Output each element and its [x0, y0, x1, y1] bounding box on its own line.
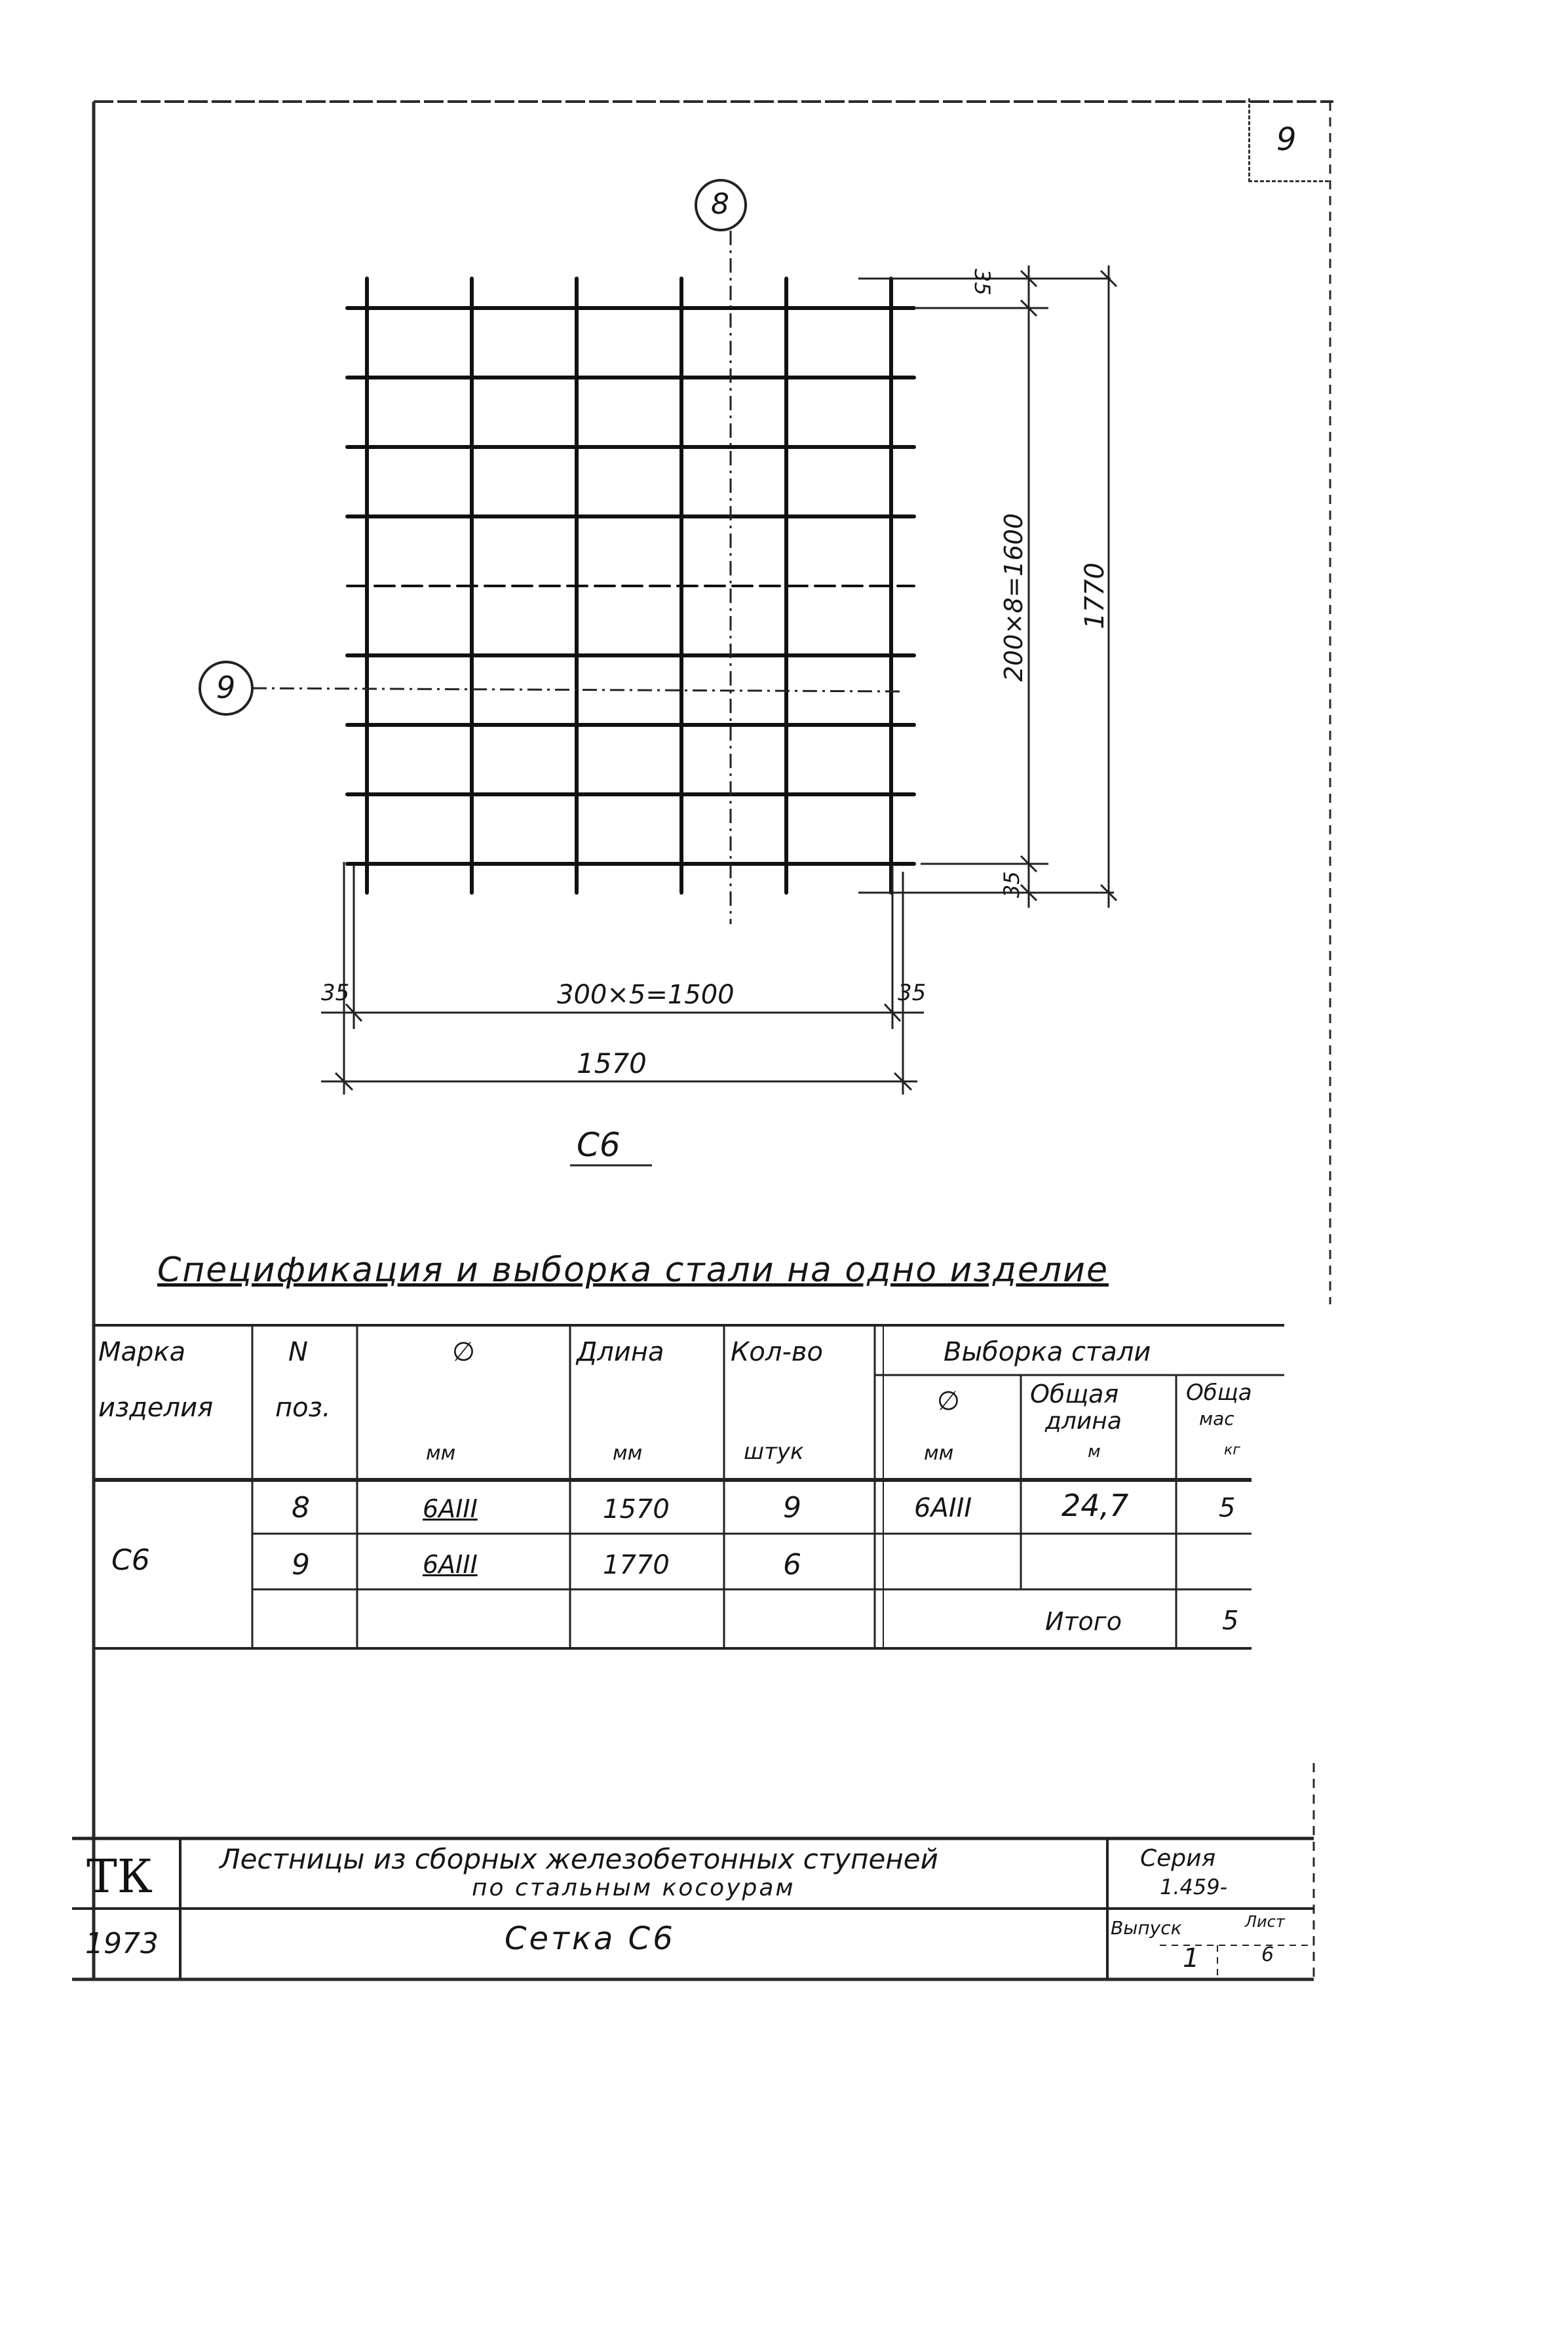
total-label: Итого [1045, 1607, 1122, 1636]
spec-mark: С6 [111, 1543, 150, 1577]
header-length-unit: мм [613, 1442, 643, 1465]
header-sel-mass-unit: кг [1224, 1442, 1240, 1458]
issue-label: Выпуск [1111, 1917, 1182, 1939]
callout-pos8 [696, 180, 746, 924]
title-line2: по стальным косоурам [472, 1874, 795, 1901]
sheet-name: Сетка С6 [505, 1920, 676, 1957]
header-sel-mass-line2: мас [1199, 1408, 1234, 1429]
mesh-grid [347, 279, 914, 893]
dim-horizontal-grid: 300×5=1500 [557, 980, 735, 1010]
dim-top-edge: 35 [970, 269, 995, 296]
sel-total-length: 24,7 [1061, 1488, 1129, 1523]
row2-pos: 9 [292, 1548, 310, 1582]
row2-length: 1770 [603, 1550, 670, 1580]
dim-vertical-total: 1770 [1080, 562, 1110, 629]
row1-qty: 9 [783, 1491, 801, 1524]
header-diam: ∅ [452, 1337, 475, 1367]
row1-length: 1570 [603, 1494, 670, 1524]
header-qty-unit: штук [744, 1439, 804, 1465]
dim-horizontal-total: 1570 [577, 1047, 647, 1079]
dim-bottom-edge: 35 [999, 871, 1024, 898]
header-sel-diam-unit: мм [924, 1442, 954, 1465]
sheet-value: 6 [1261, 1943, 1274, 1966]
series-value: 1.459- [1160, 1874, 1228, 1899]
dim-left-edge: 35 [321, 980, 350, 1006]
dim-vertical-grid: 200×8=1600 [999, 513, 1028, 682]
dim-right-edge: 35 [898, 980, 927, 1006]
series-label: Серия [1140, 1845, 1216, 1872]
header-sel-total-unit: м [1088, 1442, 1101, 1462]
callout-pos9-label: 9 [216, 670, 236, 705]
row1-diam: 6AIII [423, 1494, 478, 1523]
header-sel-diam: ∅ [937, 1386, 960, 1416]
year: 1973 [85, 1927, 159, 1960]
total-value: 5 [1222, 1606, 1239, 1636]
sel-mass: 5 [1219, 1493, 1236, 1523]
sheet-number-box [1248, 98, 1329, 182]
header-marka-line2: изделия [98, 1393, 214, 1423]
header-qty: Кол-во [731, 1337, 823, 1367]
row1-pos: 8 [292, 1491, 310, 1524]
header-sel-total-line1: Общая [1030, 1380, 1119, 1408]
header-sel-total-line2: длина [1045, 1408, 1122, 1435]
header-marka-line1: Марка [98, 1337, 186, 1367]
org-code: ТК [86, 1850, 153, 1903]
header-sel-mass-line1: Обща [1186, 1380, 1252, 1406]
issue-value: 1 [1183, 1943, 1200, 1973]
row2-qty: 6 [783, 1548, 801, 1582]
header-length: Длина [577, 1337, 664, 1367]
header-selection: Выборка стали [944, 1337, 1151, 1367]
spec-title: Спецификация и выборка стали на одно изделие [157, 1251, 1109, 1290]
sheet-label: Лист [1245, 1912, 1285, 1931]
header-pos-line2: поз. [275, 1393, 331, 1423]
header-pos-line1: N [288, 1337, 308, 1367]
dimension-lines [321, 265, 1117, 1095]
sheet-frame [72, 102, 1333, 1979]
header-diam-unit: мм [426, 1442, 456, 1465]
callout-pos8-label: 8 [711, 187, 729, 221]
sel-diam: 6AIII [914, 1493, 972, 1523]
mark-label: С6 [577, 1126, 621, 1164]
row2-diam: 6AIII [423, 1550, 478, 1579]
callout-pos9 [200, 662, 904, 714]
title-line1: Лестницы из сборных железобетонных ступеней [220, 1843, 938, 1875]
spec-table-lines [94, 1325, 1284, 1648]
sheet-number: 9 [1276, 121, 1297, 158]
